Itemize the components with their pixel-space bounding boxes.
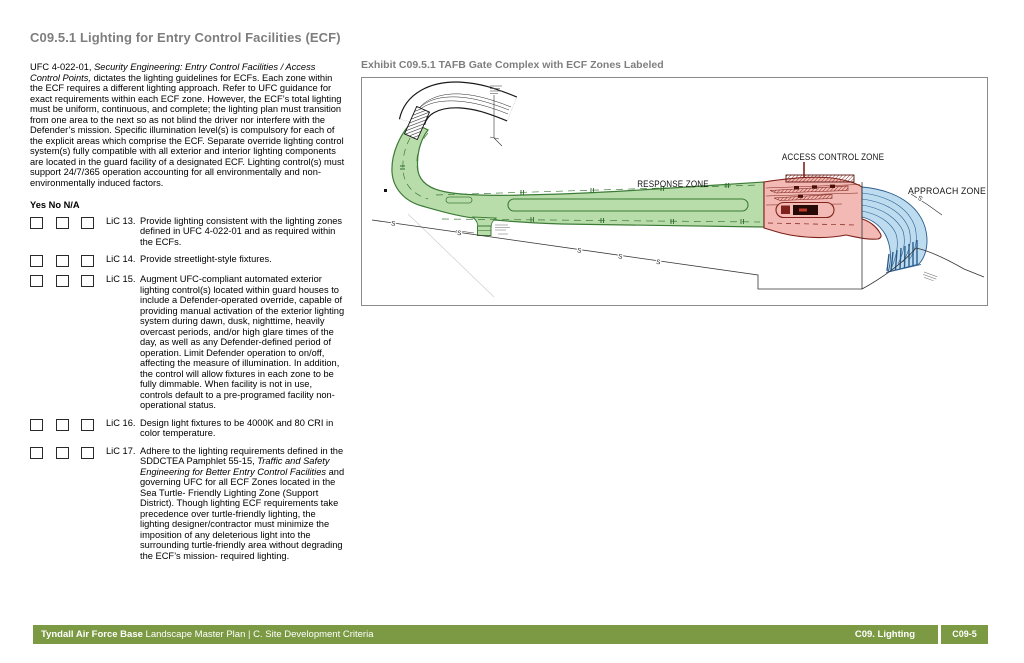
approach-zone-label: APPROACH ZONE (907, 185, 987, 197)
item-id: LiC 14. (106, 254, 136, 264)
canopy (786, 175, 854, 182)
item-id: LiC 15. (106, 274, 136, 284)
checkbox-no[interactable] (56, 419, 69, 431)
body-column (30, 62, 347, 568)
item-id: LiC 17. (106, 445, 136, 456)
exhibit-column (361, 59, 988, 306)
footer-bar (33, 625, 938, 644)
checkbox-group (30, 446, 106, 459)
item-text: Provide streetlight-style fixtures. (140, 254, 272, 264)
gate-note (495, 225, 510, 234)
footer-page-number: C09-5 (941, 625, 988, 644)
checkbox-group (30, 274, 106, 287)
checklist-row-lic17 (30, 446, 347, 562)
checkbox-no[interactable] (56, 255, 69, 267)
checkbox-yes[interactable] (30, 447, 43, 459)
response-zone-label: RESPONSE ZONE (637, 178, 709, 190)
checkbox-yes[interactable] (30, 275, 43, 287)
checkbox-yes[interactable] (30, 419, 43, 431)
item-text: Design light fixtures to be 4000K and 80 CRI in color temperature. (140, 417, 334, 438)
fence-marker: S (456, 229, 462, 238)
item-id: LiC 16. (106, 417, 136, 428)
fence-marker: S (655, 258, 661, 267)
checkbox-no[interactable] (56, 275, 69, 287)
checkbox-na[interactable] (81, 255, 94, 267)
fence-marker: S (617, 253, 623, 261)
fence-marker: S (576, 247, 582, 255)
checkbox-no[interactable] (56, 447, 69, 459)
fence-marker: S (390, 220, 396, 228)
page-title: C09.5.1 Lighting for Entry Control Facilities (ECF) (30, 30, 341, 45)
checklist-row-lic13 (30, 216, 347, 248)
checkbox-na[interactable] (81, 275, 94, 287)
exhibit-frame (361, 77, 988, 306)
intro-paragraph: UFC 4-022-01, Security Engineering: Entry Control Facilities / Access Control Points, dictates the lighting guidelines for ECFs. Each zone within the ECF requires a different lighting approach. Refer to UFC guidance for exact requirements within each ECF zone. However, the ECF’s total lighting must be uniform, continuous, and complete; the lighting plan must transition from one area to the next so as not blind the driver nor interfere with the Defender’s mission. Specific illumination level(s) is compulsory for each of the explicit areas which comprise the ECF. Separate override lighting control system(s) fully compatible with all exterior and interior lighting components are located in the guard facility of a designated ECF. Lighting control(s) must support 24/7/365 operation accounting for all environmentally and non-environmentally induced factors. (30, 62, 345, 188)
checkbox-group (30, 216, 106, 229)
checklist-row-lic14 (30, 254, 347, 267)
checklist-row-lic15 (30, 274, 347, 411)
exhibit-title: Exhibit C09.5.1 TAFB Gate Complex with ECF Zones Labeled (361, 59, 664, 71)
item-text: Adhere to the lighting requirements defined in the SDDCTEA Pamphlet 55-15, Traffic and Safety Engineering for Better Entry Control Facilities and governing UFC for all ECF Zones located in the Sea Turtle- Friendly Lighting Zone (Support District). Though lighting ECF requirements take precedence over turtle-friendly lighting, the lighting designer/contractor must minimize the imposition of any deleterious light into the surrounding turtle-friendly area without degrading the ECF’s mission- required lighting. (140, 445, 345, 561)
item-id: LiC 13. (106, 215, 136, 226)
checkbox-group (30, 418, 106, 431)
access-control-zone-label: ACCESS CONTROL ZONE (781, 151, 885, 163)
checkbox-no[interactable] (56, 217, 69, 229)
checkbox-yes[interactable] (30, 217, 43, 229)
gate-complex-site-plan (362, 78, 987, 305)
fence-marker: S (916, 194, 924, 203)
approach-note (922, 272, 937, 281)
checkbox-yes[interactable] (30, 255, 43, 267)
footer-brand: Tyndall Air Force Base Landscape Master Plan | C. Site Development Criteria (41, 629, 374, 640)
survey-point (384, 189, 387, 192)
checkbox-na[interactable] (81, 217, 94, 229)
checkbox-na[interactable] (81, 419, 94, 431)
checkbox-na[interactable] (81, 447, 94, 459)
checklist-row-lic16 (30, 418, 347, 439)
checklist-header: Yes No N/A (30, 200, 80, 210)
checkbox-group (30, 254, 106, 267)
item-text: Augment UFC-compliant automated exterior lighting control(s) located within guard houses to include a Defender-operated override, capable of providing manual activation of the exterior lighting system during dawn, dusk, nighttime, heavily overcast periods, and/or high glare times of the day, as well as any Defender-defined period of operation. Limit Defender operation to on/off, affecting the measure of illumination. In addition, the control will allow fixtures in each zone to be fully dimmable. When facility is not in use, controls default to a pre-programed facility non-operational status. (140, 274, 345, 410)
footer-section-label: C09. Lighting (854, 629, 915, 640)
item-text: Provide lighting consistent with the lighting zones defined in UFC 4-022-01 and as required within the ECFs. (140, 215, 343, 247)
